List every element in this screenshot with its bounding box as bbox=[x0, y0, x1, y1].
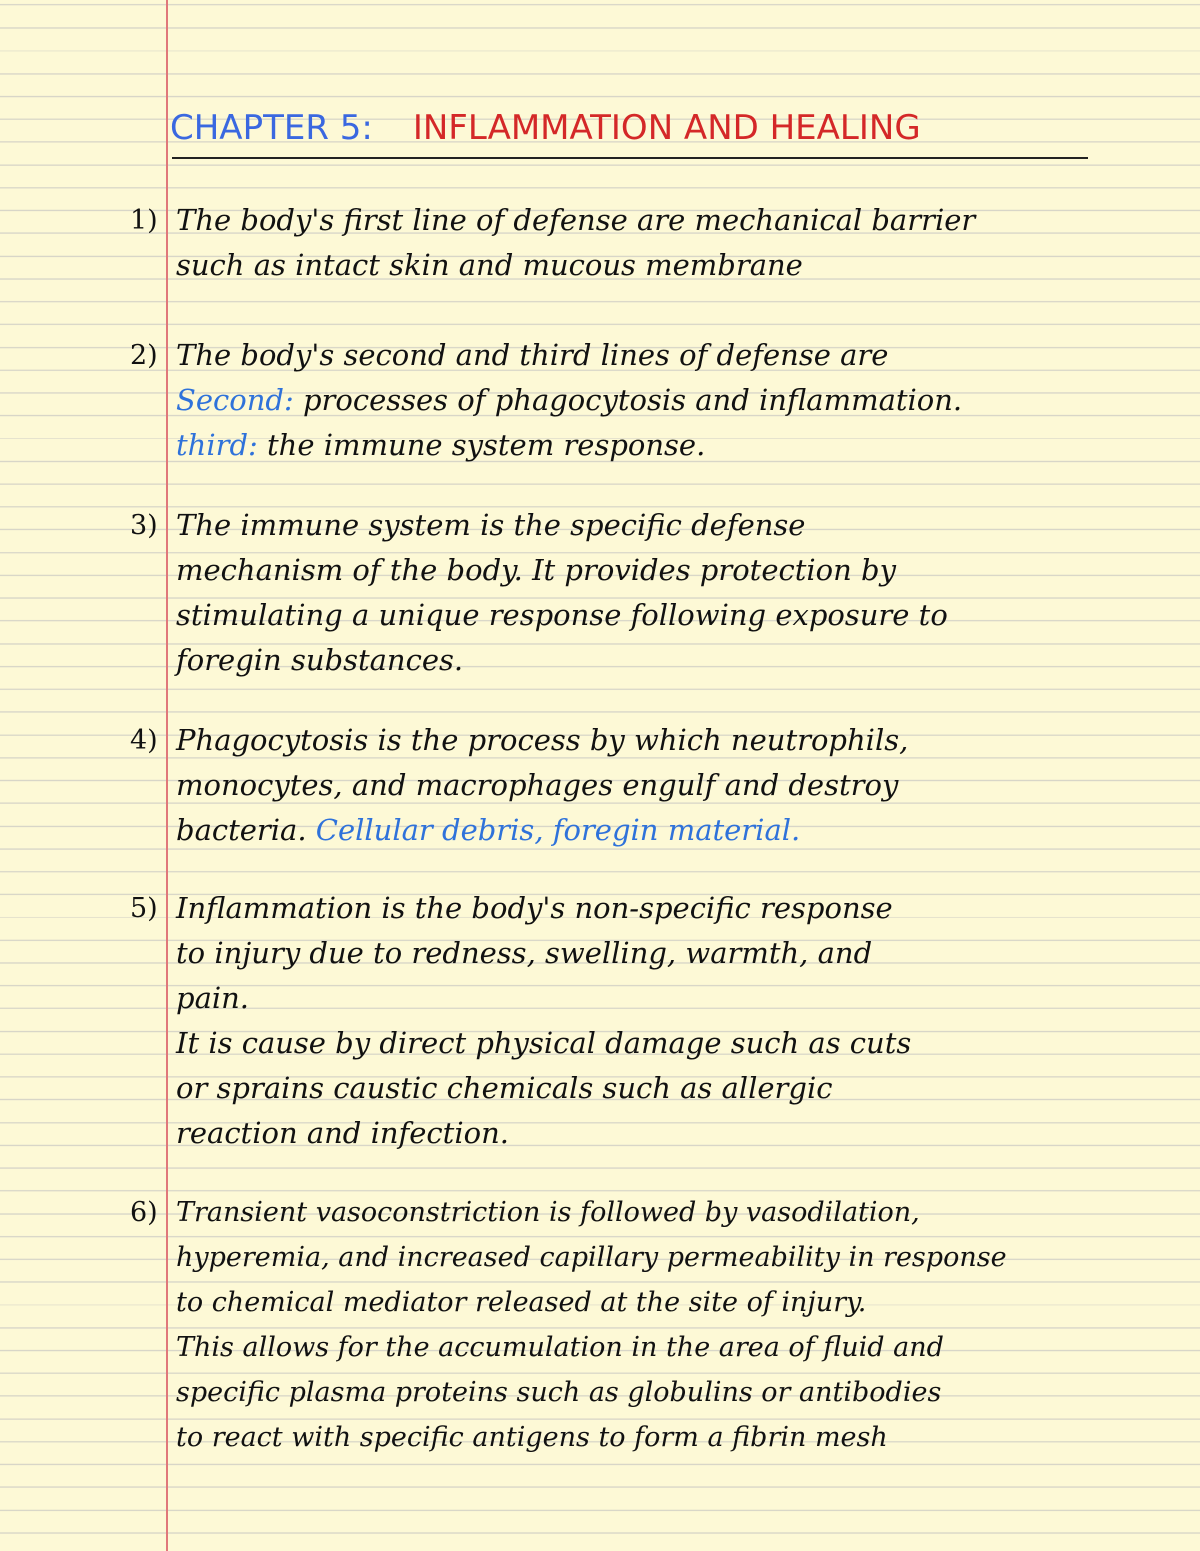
note-2 bbox=[120, 333, 1190, 468]
note-line: It is cause by direct physical damage such as cuts bbox=[176, 1026, 912, 1060]
note-line: such as intact skin and mucous membrane bbox=[176, 248, 803, 282]
note-line: reaction and infection. bbox=[176, 1116, 509, 1150]
chapter-topic: INFLAMMATION AND HEALING bbox=[412, 108, 921, 148]
line-text: the immune system response. bbox=[267, 428, 706, 462]
note-3 bbox=[120, 503, 1190, 683]
note-line: The body's second and third lines of defense are bbox=[176, 338, 889, 372]
note-number: 1) bbox=[130, 205, 158, 236]
note-line: The body's first line of defense are mechanical barrier bbox=[176, 203, 976, 237]
line-label-second: Second: bbox=[176, 383, 294, 417]
page-title bbox=[170, 108, 921, 148]
note-4 bbox=[120, 718, 1190, 853]
note-line: monocytes, and macrophages engulf and destroy bbox=[176, 768, 899, 802]
note-line: or sprains caustic chemicals such as allergic bbox=[176, 1071, 833, 1105]
note-number: 4) bbox=[130, 725, 158, 756]
chapter-label: CHAPTER 5: bbox=[170, 108, 373, 148]
note-line: The immune system is the specific defense bbox=[176, 508, 806, 542]
note-number: 3) bbox=[130, 510, 158, 541]
note-line: pain. bbox=[176, 981, 250, 1015]
note-line: Inflammation is the body's non-specific response bbox=[176, 891, 893, 925]
title-underline bbox=[172, 157, 1088, 159]
line-text: bacteria. bbox=[176, 813, 307, 847]
blue-annotation: Cellular debris, foregin material. bbox=[315, 813, 801, 847]
note-labeled-line bbox=[176, 423, 1190, 468]
note-line: Phagocytosis is the process by which neutrophils, bbox=[176, 723, 909, 757]
note-number: 6) bbox=[130, 1197, 158, 1228]
note-line: Transient vasoconstriction is followed by vasodilation, bbox=[176, 1197, 920, 1228]
note-line: foregin substances. bbox=[176, 643, 464, 677]
note-line bbox=[176, 808, 1190, 853]
note-labeled-line bbox=[176, 378, 1190, 423]
line-label-third: third: bbox=[176, 428, 258, 462]
note-line: stimulating a unique response following exposure to bbox=[176, 598, 948, 632]
note-line: hyperemia, and increased capillary permeability in response bbox=[176, 1242, 1007, 1273]
note-5 bbox=[120, 886, 1190, 1156]
note-line: to react with specific antigens to form a fibrin mesh bbox=[176, 1422, 888, 1453]
note-line: This allows for the accumulation in the area of fluid and bbox=[176, 1332, 944, 1363]
note-line: to chemical mediator released at the site of injury. bbox=[176, 1287, 867, 1318]
note-6 bbox=[120, 1190, 1190, 1460]
line-text: processes of phagocytosis and inflammation. bbox=[302, 383, 963, 417]
note-line: mechanism of the body. It provides protection by bbox=[176, 553, 896, 587]
note-line: to injury due to redness, swelling, warmth, and bbox=[176, 936, 873, 970]
note-number: 2) bbox=[130, 340, 158, 371]
note-number: 5) bbox=[130, 893, 158, 924]
note-1 bbox=[120, 198, 1190, 288]
note-line: specific plasma proteins such as globulins or antibodies bbox=[176, 1377, 942, 1408]
